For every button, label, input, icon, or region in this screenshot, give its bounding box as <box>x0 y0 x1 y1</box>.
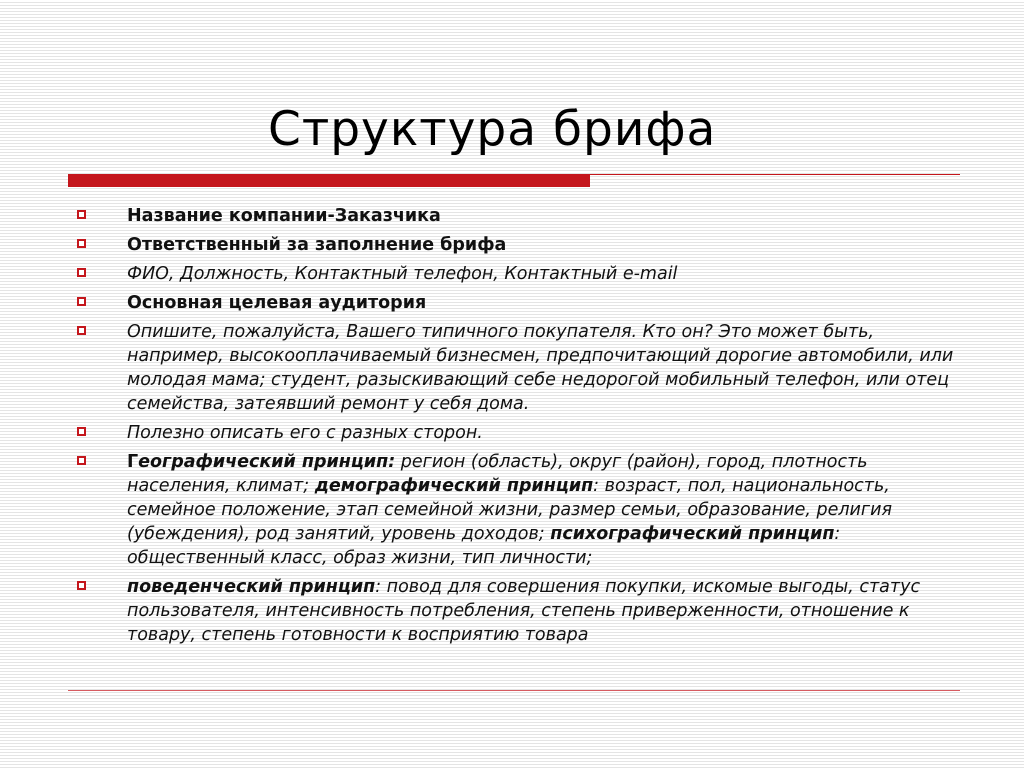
list-item-text: Основная целевая аудитория <box>127 293 427 313</box>
list-item <box>74 575 954 647</box>
list-item-text: поведенческий принцип <box>127 577 376 597</box>
hollow-square-bullet-icon <box>77 210 86 219</box>
list-item-text: Ответственный за заполнение брифа <box>127 235 507 255</box>
hollow-square-bullet-icon <box>77 268 86 277</box>
hollow-square-bullet-icon <box>77 581 86 590</box>
bottom-divider <box>68 690 960 691</box>
title-underline <box>68 174 960 188</box>
hollow-square-bullet-icon <box>77 239 86 248</box>
list-item <box>74 262 954 286</box>
hollow-square-bullet-icon <box>77 427 86 436</box>
list-item-text: : повод для совершения покупки, искомые выгоды, статус пользователя, интенсивность потребления, степень приверженности, отношение к товару, степень готовности к восприятию товара <box>127 577 921 645</box>
list-item <box>74 320 954 416</box>
list-item-text: регион (область), округ (район), город, плотность населения, климат; <box>127 452 868 496</box>
slide-title: Структура брифа <box>268 102 717 157</box>
list-item-text: Полезно описать его с разных сторон. <box>127 423 483 443</box>
list-item <box>74 204 954 228</box>
brief-structure-list <box>74 204 954 652</box>
list-item <box>74 233 954 257</box>
hollow-square-bullet-icon <box>77 456 86 465</box>
hollow-square-bullet-icon <box>77 326 86 335</box>
list-item-text: Название компании-Заказчика <box>127 206 441 226</box>
list-item-text: психографический принцип <box>550 524 835 544</box>
list-item-text: : общественный класс, образ жизни, тип личности; <box>127 524 841 568</box>
list-item-text: Г <box>127 452 139 472</box>
list-item <box>74 450 954 570</box>
list-item <box>74 421 954 445</box>
list-item <box>74 291 954 315</box>
list-item-text: : возраст, пол, национальность, семейное положение, этап семейной жизни, размер семьи, образование, религия (убеждения), род занятий, уровень доходов; <box>127 476 893 544</box>
hollow-square-bullet-icon <box>77 297 86 306</box>
title-underline-thick <box>68 174 590 187</box>
list-item-text: ФИО, Должность, Контактный телефон, Контактный e-mail <box>127 264 678 284</box>
list-item-text: демографический принцип <box>314 476 594 496</box>
list-item-text: Опишите, пожалуйста, Вашего типичного покупателя. Кто он? Это может быть, например, высокооплачиваемый бизнесмен, предпочитающий дорогие автомобили, или молодая мама; студент, разыскивающий себе недорогой мобильный телефон, или отец семейства, затеявший ремонт у себя дома. <box>127 322 954 414</box>
list-item-text: еографический принцип: <box>138 452 396 472</box>
